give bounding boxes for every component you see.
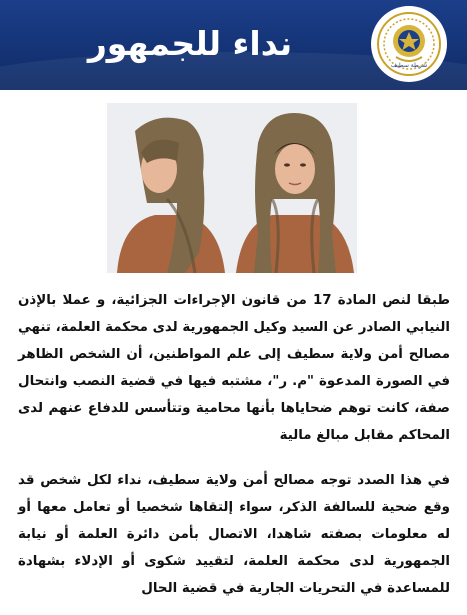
page-title: نداء للجمهور <box>87 24 293 63</box>
emblem-caption: شرطة سطيف <box>390 62 428 69</box>
suspect-photo-profile <box>107 103 232 273</box>
notice-paragraph-2: في هذا الصدد توجه مصالح أمن ولاية سطيف، نداء لكل شخص قد وقع ضحية للسالفة الذكر، سواء إلتقاها شخصيا أو تعامل معها أو له معلومات بصفته شاهدا، الاتصال بأمن دائرة العلمة أو نيابة الجمهورية لدى محكمة العلمة، لتقييد شكوى أو الإدلاء بشهادة للمساعدة في التحريات الجارية في قضية الحال <box>18 473 450 596</box>
notice-paragraph-1: طبقا لنص المادة 17 من قانون الإجراءات الجزائية، و عملا بالإذن النيابي الصادر عن السيد وكيل الجمهورية لدى محكمة العلمة، تنهي مصالح أمن ولاية سطيف إلى علم المواطنين، أن الشخص الظاهر في الصورة المدعوة "م. ر"، مشتبه فيها في قضية النصب وانتحال صفة، كانت توهم ضحاياها بأنها محامية وتتأسس للدفاع عنهم لدى المحاكم مقابل مبالغ مالية <box>18 293 450 443</box>
header-banner <box>0 0 467 90</box>
police-emblem-icon <box>371 6 447 82</box>
suspect-photo-front <box>232 103 357 273</box>
